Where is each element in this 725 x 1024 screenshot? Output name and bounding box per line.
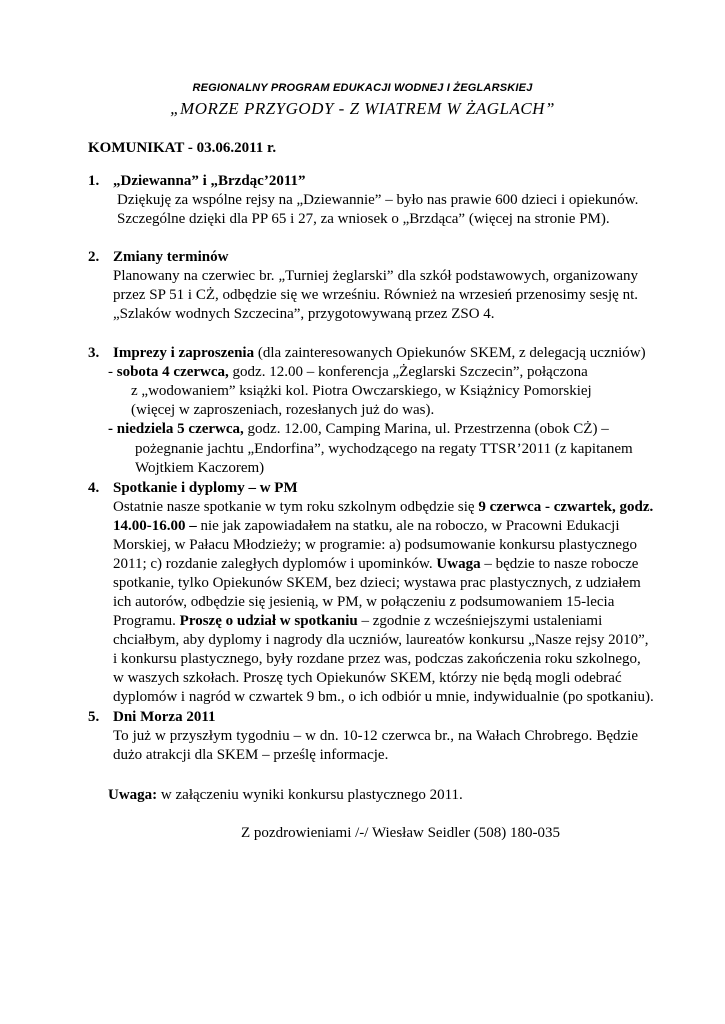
section-4-line-4-rest: – będzie to nasze robocze (480, 556, 639, 572)
attachment-note-label: Uwaga: (108, 787, 158, 803)
program-motto: „MORZE PRZYGODY - Z WIATREM W ŻAGLACH” (170, 99, 555, 118)
section-4-line-4 (113, 555, 638, 574)
section-3-item-b-line-1 (108, 420, 609, 439)
section-3-item-b-line-3: Wojtkiem Kaczorem) (135, 460, 265, 476)
attachment-note-text: w załączeniu wyniki konkursu plastycznego 2011. (157, 787, 463, 803)
attachment-note (108, 786, 463, 805)
section-3-item-b-line-2: pożegnanie jachtu „Endorfina”, wychodzącego na regaty TTSR’2011 (z kapitanem (135, 441, 633, 457)
section-4-line-3: Morskiej, w Pałacu Młodzieży; w programie: a) podsumowanie konkursu plastycznego (113, 537, 638, 553)
section-5-line-2: dużo atrakcji dla SKEM – prześlę informacje. (113, 747, 389, 763)
section-1-line-1: Dziękuję za wspólne rejsy na „Dziewannie” – było nas prawie 600 dzieci i opiekunów. (117, 192, 639, 208)
section-2-line-1: Planowany na czerwiec br. „Turniej żeglarski” dla szkół podstawowych, organizowany (113, 268, 638, 284)
section-2-line-2: przez SP 51 i CŻ, odbędzie się we wrześniu. Również na wrzesień przenosimy sesję nt. (113, 287, 638, 303)
section-5-line-1: To już w przyszłym tygodniu – w dn. 10-12 czerwca br., na Wałach Chrobrego. Będzie (113, 728, 638, 744)
section-5-title: Dni Morza 2011 (113, 709, 216, 725)
section-4-line-9: i konkursu plastycznego, były rozdane przez was, podczas zakończenia roku szkolnego, (113, 651, 641, 667)
section-4-line-6: ich autorów, odbędzie się jesienią, w PM, w połączeniu z podsumowaniem 15-lecia (113, 594, 615, 610)
section-4-line-10: w waszych szkołach. Proszę tych Opiekunów SKEM, którzy nie będą mogli odebrać (113, 670, 622, 686)
section-3-title: Imprezy i zaproszenia (113, 345, 255, 361)
section-4-line-7-rest: – zgodnie z wcześniejszymi ustaleniami (357, 613, 603, 629)
section-2-number: 2. (88, 249, 100, 265)
komunikat-title: KOMUNIKAT - 03.06.2011 r. (88, 140, 277, 156)
section-3-item-a-line-3: (więcej w zaproszeniach, rozesłanych już do was). (131, 402, 435, 418)
signature: Z pozdrowieniami /-/ Wiesław Seidler (508) 180-035 (241, 825, 561, 841)
section-3-item-a-line-2: z „wodowaniem” książki kol. Piotra Owczarskiego, w Książnicy Pomorskiej (131, 383, 592, 399)
section-4-line-7-text: Programu. (113, 613, 180, 629)
section-3-item-b-date: - niedziela 5 czerwca, (108, 421, 244, 437)
section-4-line-7 (113, 612, 602, 631)
section-1-title: „Dziewanna” i „Brzdąc’2011” (113, 173, 306, 189)
section-3-number: 3. (88, 345, 100, 361)
section-1-line-2: Szczególne dzięki dla PP 65 i 27, za wniosek o „Brzdąca” (więcej na stronie PM). (117, 211, 610, 227)
section-4-date: 9 czerwca - czwartek, godz. (478, 499, 654, 515)
section-4-line-11: dyplomów i nagród w czwartek 9 bm., o ich odbiór u mnie, indywidualnie (po spotkaniu). (113, 689, 654, 705)
section-3-item-a-date: sobota 4 czerwca, (116, 364, 229, 380)
section-4-uwaga: Uwaga (436, 556, 481, 572)
program-header: REGIONALNY PROGRAM EDUKACJI WODNEJ I ŻEGLARSKIEJ (192, 82, 533, 94)
section-3-item-a-rest: godz. 12.00 – konferencja „Żeglarski Szczecin”, połączona (228, 364, 588, 380)
section-4-line-4-text: 2011; c) rozdanie zaległych dyplomów i upominków. (113, 556, 437, 572)
section-4-line-1 (113, 498, 653, 517)
section-4-time: 14.00-16.00 – (113, 518, 197, 534)
section-4-title: Spotkanie i dyplomy – w PM (113, 480, 298, 496)
section-3-item-b-rest: godz. 12.00, Camping Marina, ul. Przestrzenna (obok CŻ) – (243, 421, 609, 437)
section-3-title-line (113, 344, 646, 363)
section-3-item-a-dash: - (108, 364, 117, 380)
section-4-line-5: spotkanie, tylko Opiekunów SKEM, bez dzieci; wystawa prac plastycznych, z udziałem (113, 575, 641, 591)
section-4-line-2 (113, 517, 620, 536)
section-3-title-rest: (dla zainteresowanych Opiekunów SKEM, z delegacją uczniów) (254, 345, 646, 361)
section-4-line-1-text: Ostatnie nasze spotkanie w tym roku szkolnym odbędzie się (113, 499, 479, 515)
section-5-number: 5. (88, 709, 100, 725)
section-4-line-8: chciałbym, aby dyplomy i nagrody dla uczniów, laureatów konkursu „Nasze rejsy 2010”, (113, 632, 649, 648)
section-4-line-2-text: nie jak zapowiadałem na statku, ale na roboczo, w Pracowni Edukacji (196, 518, 620, 534)
section-4-request: Proszę o udział w spotkaniu (179, 613, 358, 629)
section-4-number: 4. (88, 480, 100, 496)
section-2-title: Zmiany terminów (113, 249, 229, 265)
section-1-number: 1. (88, 173, 100, 189)
section-2-line-3: „Szlaków wodnych Szczecina”, przygotowywaną przez ZSO 4. (113, 306, 495, 322)
section-3-item-a-line-1 (108, 363, 588, 382)
